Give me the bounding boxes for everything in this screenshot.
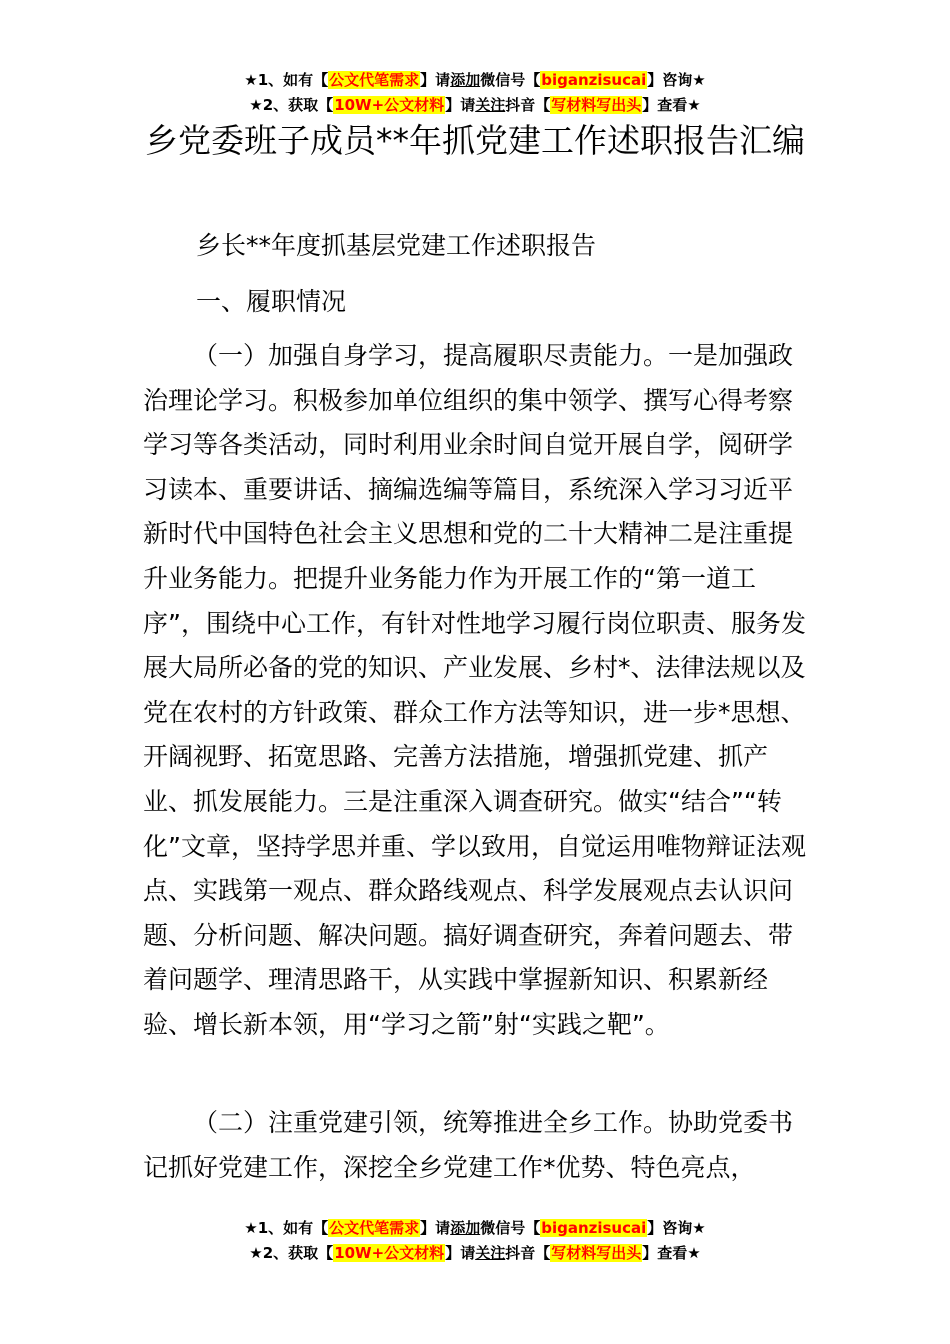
promo-text: 】请 bbox=[420, 71, 451, 89]
body-paragraph: （二）注重党建引领，统筹推进全乡工作。协助党委书记抓好党建工作，深挖全乡党建工作*优势、特色亮点， bbox=[143, 1108, 794, 1182]
promo-text: 】查看★ bbox=[642, 96, 701, 114]
promo-highlight: 公文代笔需求 bbox=[329, 71, 420, 89]
promo-text: ★1、如有【 bbox=[244, 71, 329, 89]
document-title: 乡党委班子成员**年抓党建工作述职报告汇编 bbox=[145, 121, 805, 160]
promo-highlight: 写材料写出头 bbox=[551, 1244, 642, 1262]
promo-text: 抖音【 bbox=[505, 96, 551, 114]
promo-underlined-text: 添加 bbox=[450, 1219, 481, 1237]
promo-banner-top bbox=[0, 68, 950, 118]
promo-text: 】请 bbox=[445, 1244, 476, 1262]
promo-text: 】咨询★ bbox=[647, 1219, 706, 1237]
promo-line-2 bbox=[0, 1241, 950, 1266]
promo-text: 微信号【 bbox=[480, 71, 541, 89]
body-paragraph: （一）加强自身学习，提高履职尽责能力。一是加强政治理论学习。积极参加单位组织的集中领学、撰写心得考察学习等各类活动，同时利用业余时间自觉开展自学，阅研学习读本、重要讲话、摘编选编等篇目，系统深入学习习近平新时代中国特色社会主义思想和党的二十大精神二是注重提升业务能力。把提升业务能力作为开展工作的“第一道工序”，围绕中心工作，有针对性地学习履行岗位职责、服务发展大局所必备的党的知识、产业发展、乡村*、法律法规以及党在农村的方针政策、群众工作方法等知识，进一步*思想、开阔视野、拓宽思路、完善方法措施，增强抓党建、抓产业、抓发展能力。三是注重深入调查研究。做实“结合”“转化”文章，坚持学思并重、学以致用，自觉运用唯物辩证法观点、实践第一观点、群众路线观点、科学发展观点去认识问题、分析问题、解决问题。搞好调查研究，奔着问题去、带着问题学、理清思路干，从实践中掌握新知识、积累新经验、增长新本领，用“学习之箭”射“实践之靶”。 bbox=[143, 341, 806, 1039]
section-heading: 一、履职情况 bbox=[196, 287, 347, 316]
promo-text: ★2、获取【 bbox=[249, 1244, 334, 1262]
promo-highlight: biganzisucai bbox=[541, 1219, 647, 1237]
promo-line-1 bbox=[0, 68, 950, 93]
promo-highlight: biganzisucai bbox=[541, 71, 647, 89]
promo-banner-bottom bbox=[0, 1216, 950, 1266]
promo-underlined-text: 关注 bbox=[475, 1244, 506, 1262]
document-subtitle: 乡长**年度抓基层党建工作述职报告 bbox=[196, 231, 597, 260]
promo-text: 微信号【 bbox=[480, 1219, 541, 1237]
promo-underlined-text: 关注 bbox=[475, 96, 506, 114]
promo-highlight: 公文代笔需求 bbox=[329, 1219, 420, 1237]
promo-highlight: 10W+公文材料 bbox=[334, 96, 445, 114]
promo-text: ★2、获取【 bbox=[249, 96, 334, 114]
promo-text: 】请 bbox=[420, 1219, 451, 1237]
promo-text: 】查看★ bbox=[642, 1244, 701, 1262]
promo-highlight: 10W+公文材料 bbox=[334, 1244, 445, 1262]
promo-line-2 bbox=[0, 93, 950, 118]
promo-text: ★1、如有【 bbox=[244, 1219, 329, 1237]
promo-underlined-text: 添加 bbox=[450, 71, 481, 89]
promo-text: 】咨询★ bbox=[647, 71, 706, 89]
promo-line-1 bbox=[0, 1216, 950, 1241]
promo-text: 抖音【 bbox=[505, 1244, 551, 1262]
promo-highlight: 写材料写出头 bbox=[551, 96, 642, 114]
promo-text: 】请 bbox=[445, 96, 476, 114]
